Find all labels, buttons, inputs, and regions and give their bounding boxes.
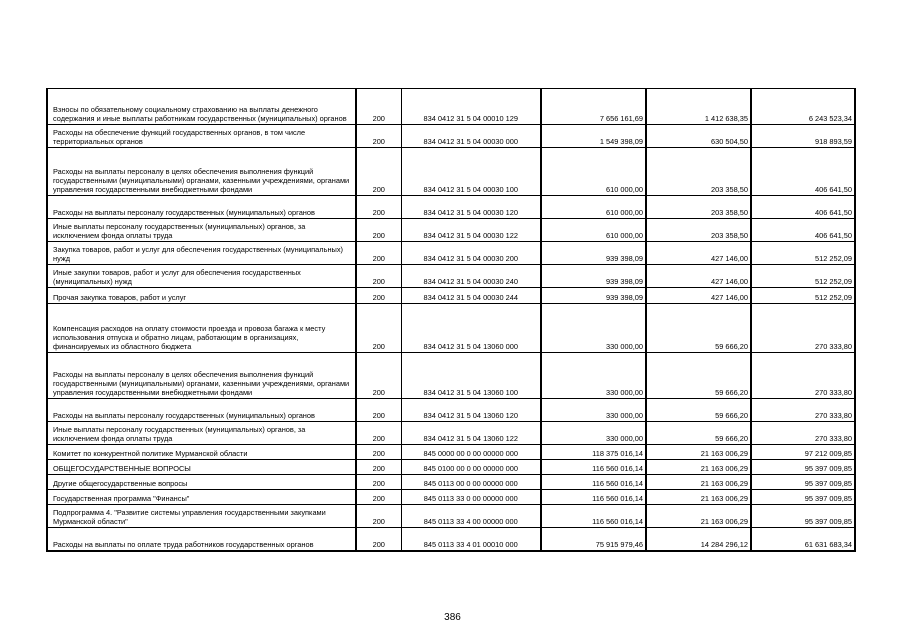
row-value-2: 630 504,50 [646,125,751,148]
row-name: Расходы на выплаты персоналу государственных (муниципальных) органов [47,399,356,422]
row-kbk: 834 0412 31 5 04 00010 129 [401,89,541,125]
row-value-3: 918 893,59 [751,125,855,148]
row-code: 200 [356,196,401,219]
row-code: 200 [356,353,401,399]
row-value-2: 427 146,00 [646,265,751,288]
row-code: 200 [356,148,401,196]
page-number: 386 [444,612,461,623]
row-value-2: 21 163 006,29 [646,475,751,490]
row-name: Расходы на выплаты персоналу в целях обеспечения выполнения функций государственными (муниципальными) органами, казенными учреждениями, органами управления государственными внебюджетными фондами [47,353,356,399]
row-code: 200 [356,219,401,242]
row-value-1: 610 000,00 [541,196,646,219]
row-value-1: 116 560 016,14 [541,505,646,528]
table-row [47,353,855,399]
row-value-2: 14 284 296,12 [646,528,751,551]
row-value-1: 116 560 016,14 [541,490,646,505]
row-value-3: 95 397 009,85 [751,505,855,528]
row-value-1: 330 000,00 [541,353,646,399]
row-value-3: 512 252,09 [751,242,855,265]
row-name: Взносы по обязательному социальному страхованию на выплаты денежного содержания и иные выплаты работникам государственных (муниципальных) органов [47,89,356,125]
row-kbk: 834 0412 31 5 04 00030 200 [401,242,541,265]
row-code: 200 [356,265,401,288]
row-name: Комитет по конкурентной политике Мурманской области [47,445,356,460]
row-value-2: 59 666,20 [646,353,751,399]
row-kbk: 834 0412 31 5 04 00030 244 [401,288,541,304]
row-name: Подпрограмма 4. "Развитие системы управления государственными закупками Мурманской области" [47,505,356,528]
row-code: 200 [356,505,401,528]
row-name: Иные выплаты персоналу государственных (муниципальных) органов, за исключением фонда оплаты труда [47,219,356,242]
table-row [47,505,855,528]
budget-table [46,88,856,552]
row-value-1: 939 398,09 [541,265,646,288]
row-name: ОБЩЕГОСУДАРСТВЕННЫЕ ВОПРОСЫ [47,460,356,475]
row-kbk: 834 0412 31 5 04 00030 122 [401,219,541,242]
table-row [47,304,855,353]
row-value-1: 939 398,09 [541,288,646,304]
row-value-2: 1 412 638,35 [646,89,751,125]
row-value-2: 59 666,20 [646,422,751,445]
row-name: Иные закупки товаров, работ и услуг для обеспечения государственных (муниципальных) нужд [47,265,356,288]
row-value-3: 95 397 009,85 [751,490,855,505]
row-code: 200 [356,242,401,265]
row-value-2: 21 163 006,29 [646,505,751,528]
row-name: Расходы на выплаты персоналу государственных (муниципальных) органов [47,196,356,219]
row-value-1: 7 656 161,69 [541,89,646,125]
row-kbk: 834 0412 31 5 04 00030 100 [401,148,541,196]
row-code: 200 [356,528,401,551]
row-kbk: 845 0000 00 0 00 00000 000 [401,445,541,460]
row-value-2: 427 146,00 [646,288,751,304]
row-value-2: 21 163 006,29 [646,460,751,475]
table-row [47,528,855,551]
row-value-2: 203 358,50 [646,196,751,219]
row-kbk: 845 0113 00 0 00 00000 000 [401,475,541,490]
row-value-2: 427 146,00 [646,242,751,265]
table-row [47,445,855,460]
row-value-3: 95 397 009,85 [751,475,855,490]
row-code: 200 [356,125,401,148]
row-code: 200 [356,490,401,505]
row-value-1: 116 560 016,14 [541,460,646,475]
row-value-1: 610 000,00 [541,148,646,196]
table-row [47,490,855,505]
row-value-2: 21 163 006,29 [646,445,751,460]
row-value-3: 6 243 523,34 [751,89,855,125]
row-name: Расходы на выплаты по оплате труда работников государственных органов [47,528,356,551]
row-value-3: 270 333,80 [751,304,855,353]
row-kbk: 845 0113 33 4 00 00000 000 [401,505,541,528]
row-value-1: 116 560 016,14 [541,475,646,490]
row-value-3: 270 333,80 [751,353,855,399]
row-value-2: 59 666,20 [646,304,751,353]
table-row [47,196,855,219]
row-name: Компенсация расходов на оплату стоимости проезда и провоза багажа к месту использования отпуска и обратно лицам, работающим в организациях, финансируемых из областного бюджета [47,304,356,353]
row-kbk: 834 0412 31 5 04 00030 240 [401,265,541,288]
row-name: Расходы на обеспечение функций государственных органов, в том числе территориальных органов [47,125,356,148]
row-code: 200 [356,288,401,304]
row-value-1: 939 398,09 [541,242,646,265]
row-value-1: 75 915 979,46 [541,528,646,551]
row-name: Расходы на выплаты персоналу в целях обеспечения выполнения функций государственными (муниципальными) органами, казенными учреждениями, органами управления государственными внебюджетными фондами [47,148,356,196]
row-value-3: 512 252,09 [751,288,855,304]
row-value-2: 59 666,20 [646,399,751,422]
table-row [47,288,855,304]
row-name: Прочая закупка товаров, работ и услуг [47,288,356,304]
row-kbk: 845 0113 33 0 00 00000 000 [401,490,541,505]
row-kbk: 845 0100 00 0 00 00000 000 [401,460,541,475]
table-row [47,89,855,125]
row-code: 200 [356,445,401,460]
row-kbk: 845 0113 33 4 01 00010 000 [401,528,541,551]
table-row [47,460,855,475]
row-value-3: 61 631 683,34 [751,528,855,551]
row-value-3: 270 333,80 [751,422,855,445]
table-row [47,148,855,196]
row-value-1: 1 549 398,09 [541,125,646,148]
row-name: Закупка товаров, работ и услуг для обеспечения государственных (муниципальных) нужд [47,242,356,265]
row-kbk: 834 0412 31 5 04 13060 122 [401,422,541,445]
row-value-3: 512 252,09 [751,265,855,288]
row-value-1: 610 000,00 [541,219,646,242]
row-name: Государственная программа "Финансы" [47,490,356,505]
row-code: 200 [356,475,401,490]
row-value-2: 203 358,50 [646,148,751,196]
row-code: 200 [356,89,401,125]
row-name: Другие общегосударственные вопросы [47,475,356,490]
row-value-2: 203 358,50 [646,219,751,242]
table-row [47,265,855,288]
table-row [47,125,855,148]
row-value-3: 406 641,50 [751,148,855,196]
row-name: Иные выплаты персоналу государственных (муниципальных) органов, за исключением фонда оплаты труда [47,422,356,445]
row-kbk: 834 0412 31 5 04 13060 120 [401,399,541,422]
row-kbk: 834 0412 31 5 04 13060 100 [401,353,541,399]
row-value-3: 95 397 009,85 [751,460,855,475]
row-value-2: 21 163 006,29 [646,490,751,505]
row-value-1: 330 000,00 [541,422,646,445]
table-row [47,399,855,422]
row-code: 200 [356,399,401,422]
row-value-1: 330 000,00 [541,304,646,353]
table-row [47,242,855,265]
row-value-3: 270 333,80 [751,399,855,422]
row-value-1: 330 000,00 [541,399,646,422]
row-value-1: 118 375 016,14 [541,445,646,460]
table-row [47,422,855,445]
row-code: 200 [356,460,401,475]
table-row [47,475,855,490]
row-value-3: 406 641,50 [751,196,855,219]
row-code: 200 [356,422,401,445]
row-value-3: 406 641,50 [751,219,855,242]
row-kbk: 834 0412 31 5 04 00030 000 [401,125,541,148]
table-row [47,219,855,242]
row-kbk: 834 0412 31 5 04 00030 120 [401,196,541,219]
row-kbk: 834 0412 31 5 04 13060 000 [401,304,541,353]
row-value-3: 97 212 009,85 [751,445,855,460]
row-code: 200 [356,304,401,353]
